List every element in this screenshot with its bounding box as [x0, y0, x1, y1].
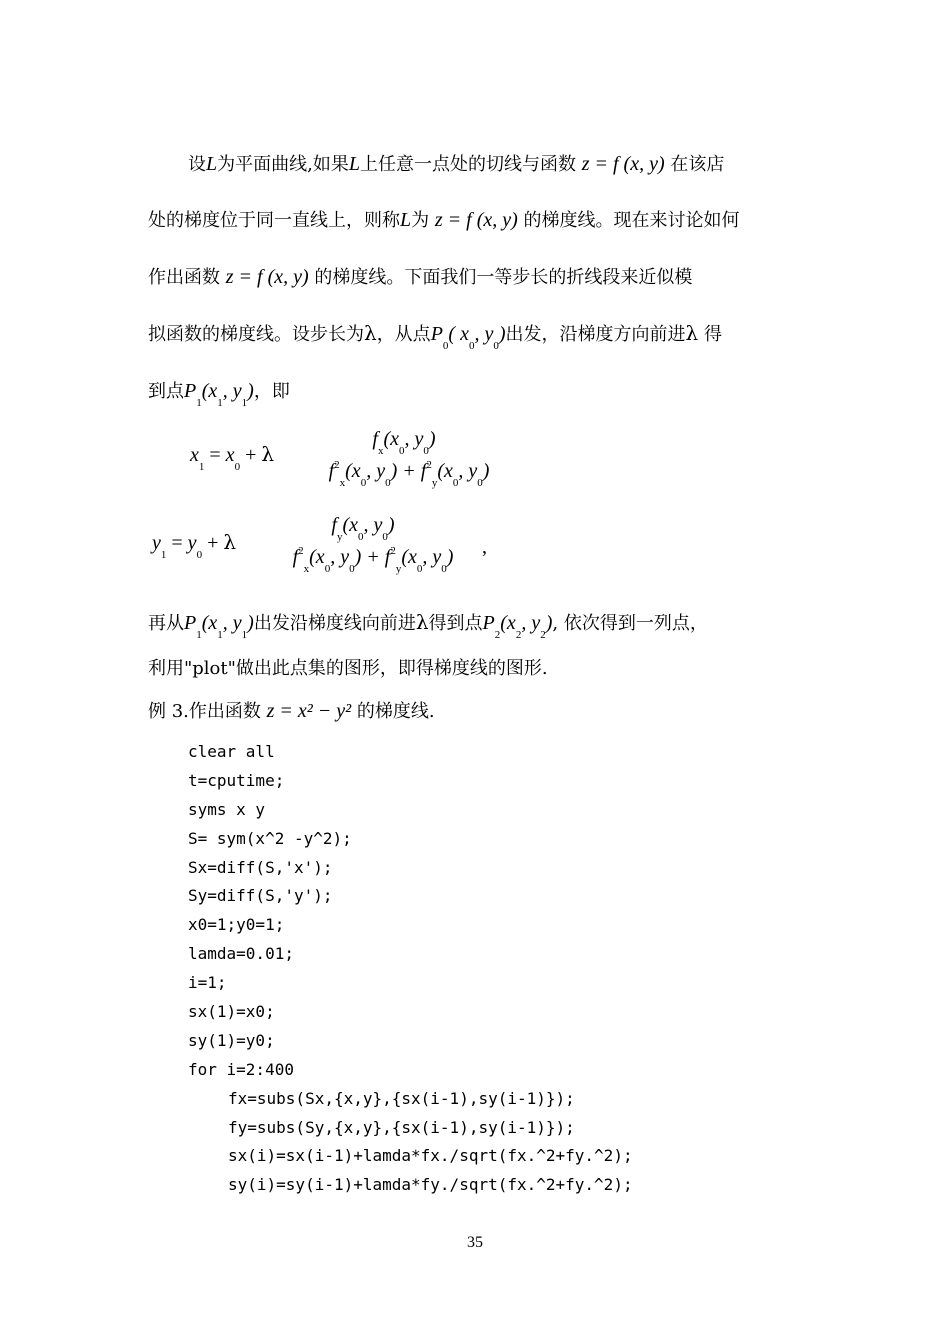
text: 例 3.作出函数: [148, 701, 261, 722]
text: 的梯度线。现在来讨论如何: [523, 210, 740, 231]
paragraph-line-7: [148, 654, 548, 680]
text: 在该店: [670, 154, 725, 175]
text: 利用"plot"做出此点集的图形，即得梯度线的图形.: [148, 658, 548, 679]
code-line: sx(i)=sx(i-1)+lamda*fx./sqrt(fx.^2+fy.^2);: [228, 1146, 633, 1166]
math-function: z = f (x, y): [434, 209, 518, 231]
text: 拟函数的梯度线。设步长为: [148, 324, 364, 345]
text: 为平面曲线,如果: [217, 154, 349, 175]
code-line: for i=2:400: [188, 1059, 294, 1079]
code-line: x0=1;y0=1;: [188, 915, 285, 935]
math-L: L: [348, 153, 360, 175]
paragraph-line-5: [148, 377, 290, 409]
text: 处的梯度位于同一直线上，则称: [148, 210, 400, 231]
point-P2: $P_2(x_2$, $y_2$): [482, 612, 553, 641]
point-P0: $P_0$( $x_0$, $y_0$): [430, 323, 506, 352]
text: 的梯度线。下面我们一等步长的折线段来近似模: [314, 267, 693, 288]
code-line: S= sym(x^2 -y^2);: [188, 828, 352, 848]
paragraph-line-3: [148, 263, 692, 289]
code-line: t=cputime;: [188, 770, 285, 790]
lambda-symbol: λ: [415, 610, 429, 634]
code-line: sy(i)=sy(i-1)+lamda*fy./sqrt(fx.^2+fy.^2);: [228, 1175, 633, 1195]
code-line: sx(1)=x0;: [188, 1002, 275, 1022]
text: 出发，沿梯度方向前进: [505, 324, 686, 345]
code-line: syms x y: [188, 799, 266, 819]
formula-y1-fraction: $f_y(x_0$, $y_0$) $f^2_x(x_0$, $y_0) + f^2_y(x_0$, $y_0$): [292, 514, 454, 575]
code-line: lamda=0.01;: [188, 944, 294, 964]
lambda-symbol: λ: [685, 321, 699, 345]
paragraph-line-6: [148, 609, 708, 641]
code-line: Sx=diff(S,'x');: [188, 857, 333, 877]
formula-x1-fraction: $f_x(x_0$, $y_0$) $f^2_x(x_0$, $y_0) + f^2_y(x_0$, $y_0$): [328, 428, 490, 489]
text: 为: [411, 210, 430, 231]
point-P1: $P_1(x_1$, $y_1$): [184, 380, 254, 409]
code-line: sy(1)=y0;: [188, 1030, 275, 1050]
math-function: z = f (x, y): [581, 153, 665, 175]
math-L: L: [206, 153, 218, 175]
text: 出发沿梯度线向前进: [253, 613, 416, 634]
text: 设: [188, 154, 206, 175]
code-line: fx=subs(Sx,{x,y},{sx(i-1),sy(i-1)});: [228, 1088, 575, 1108]
code-line: fy=subs(Sy,{x,y},{sx(i-1),sy(i-1)});: [228, 1117, 575, 1137]
text: 得: [703, 324, 722, 345]
text: ，即: [253, 381, 290, 402]
text: 作出函数: [148, 267, 220, 288]
text: ，从点: [376, 324, 431, 345]
point-P1: $P_1(x_1$, $y_1$): [184, 612, 254, 641]
code-block: [188, 738, 633, 1200]
page-number: 35: [467, 1234, 483, 1251]
paragraph-line-4: [148, 320, 722, 352]
paragraph-line-1: [188, 150, 724, 176]
paragraph-line-2: [148, 206, 740, 232]
code-line: Sy=diff(S,'y');: [188, 886, 333, 906]
text: 到点: [148, 381, 184, 402]
formula-x1: $x_1 = x_0 + \lambda$: [190, 442, 275, 473]
example-heading: [148, 697, 435, 723]
code-line: i=1;: [188, 973, 227, 993]
math-L: L: [400, 209, 412, 231]
math-function: z = f (x, y): [225, 266, 309, 288]
text: 再从: [148, 613, 184, 634]
code-line: clear all: [188, 742, 275, 761]
formula-y1: $y_1 = y_0 + \lambda$: [152, 530, 237, 561]
text: , 依次得到一列点，: [552, 613, 708, 634]
lambda-symbol: λ: [364, 321, 377, 345]
math-function: z = x² − y²: [266, 700, 352, 722]
text: 上任意一点处的切线与函数: [359, 154, 576, 175]
text: 得到点: [428, 613, 483, 634]
formula-comma: ,: [482, 536, 487, 558]
text: 的梯度线.: [356, 701, 435, 722]
